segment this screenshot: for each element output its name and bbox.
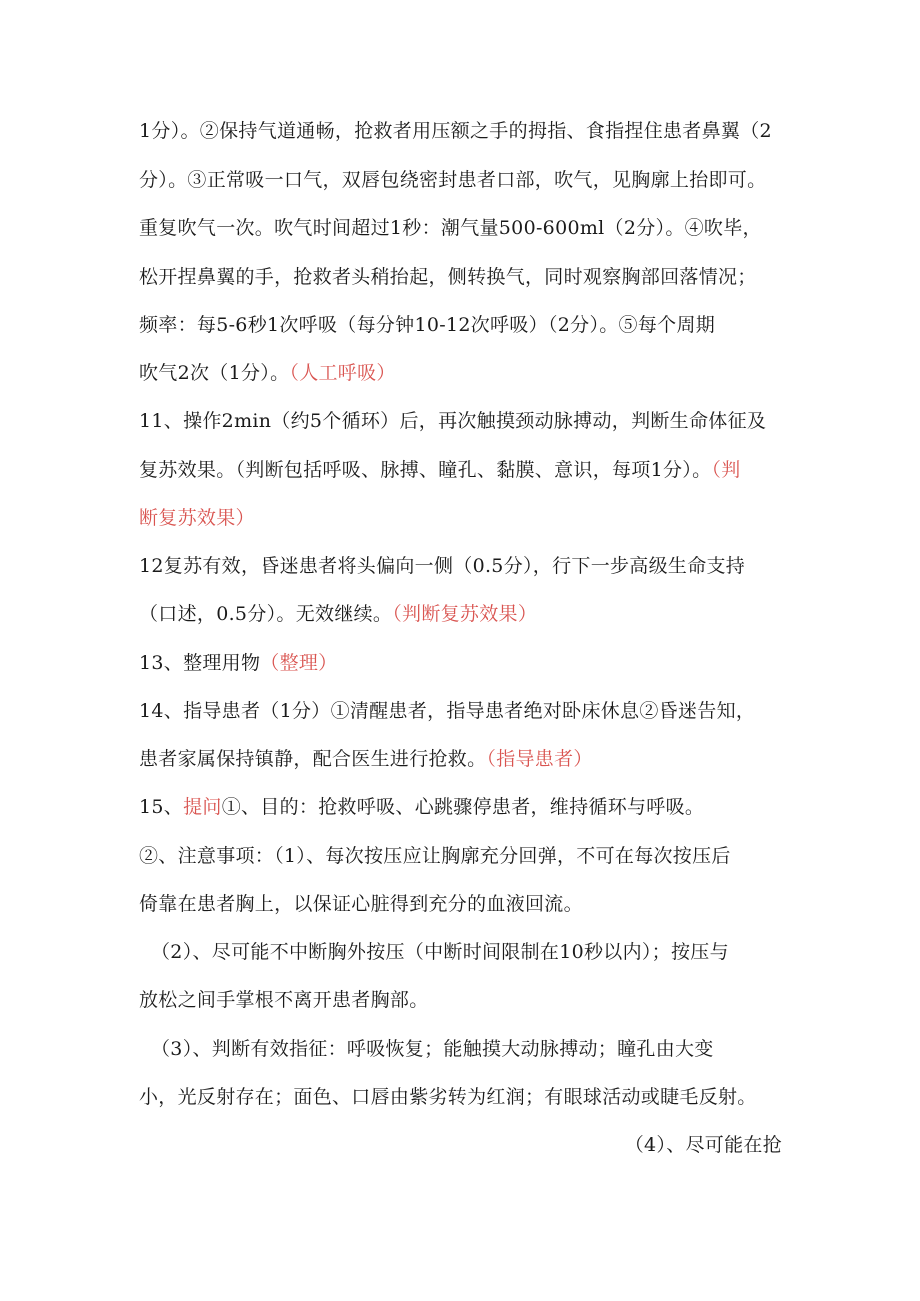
section-tag: （指导患者） — [486, 748, 593, 770]
text-line: 14、指导患者（1分）①清醒患者，指导患者绝对卧床休息②昏迷告知， — [139, 700, 756, 722]
notes-line: 小，光反射存在；面色、口唇由紫劣转为红润；有眼球活动或睫毛反射。 — [139, 1086, 757, 1108]
notes-line: （3）、判断有效指征：呼吸恢复；能触摸大动脉搏动；瞳孔由大变 — [151, 1038, 714, 1060]
section-tag: 断复苏效果） — [139, 507, 255, 529]
question-tag: 提问 — [183, 796, 222, 818]
text-line — [139, 505, 799, 531]
notes-line: ②、注意事项：（1）、每次按压应让胸廓充分回弹，不可在每次按压后 — [139, 845, 731, 867]
notes-line: 放松之间手掌根不离开患者胸部。 — [139, 989, 429, 1011]
text-line: 分）。③正常吸一口气，双唇包绕密封患者口部，吹气，见胸廓上抬即可。 — [139, 169, 767, 191]
text-line: 复苏效果。（判断包括呼吸、脉搏、瞳孔、黏膜、意识，每项1分）。（判 — [139, 459, 741, 481]
text-line: 频率：每5-6秒1次呼吸（每分钟10-12次呼吸）（2分）。⑤每个周期 — [139, 314, 716, 336]
text-line: 吹气2次（1分）。（人工呼吸） — [139, 362, 396, 384]
notes-line: （4）、尽可能在抢 — [624, 1134, 782, 1156]
notes-line: （2）、尽可能不中断胸外按压（中断时间限制在10秒以内）；按压与 — [151, 941, 729, 963]
section-tag: （人工呼吸） — [289, 362, 396, 384]
section-tag: （判断复苏效果） — [392, 603, 538, 625]
question-15-line: 15、提问①、目的：抢救呼吸、心跳骤停患者，维持循环与呼吸。 — [139, 796, 705, 818]
text-line: 11、操作2min（约5个循环）后，再次触摸颈动脉搏动，判断生命体征及 — [139, 410, 767, 432]
text-line: 12复苏有效，昏迷患者将头偏向一侧（0.5分），行下一步高级生命支持 — [139, 555, 746, 577]
text-line: （口述，0.5分）。无效继续。（判断复苏效果） — [139, 603, 538, 625]
section-tag: （判 — [711, 459, 741, 481]
notes-line: 倚靠在患者胸上，以保证心脏得到充分的血液回流。 — [139, 893, 583, 915]
text-line: 重复吹气一次。吹气时间超过1秒：潮气量500-600ml（2分）。④吹毕， — [139, 217, 762, 239]
text-line: 13、整理用物（整理） — [139, 652, 338, 674]
text-line: 松开捏鼻翼的手，抢救者头稍抬起，侧转换气，同时观察胸部回落情况； — [139, 266, 757, 288]
section-tag: （整理） — [260, 652, 338, 674]
text-line: 患者家属保持镇静，配合医生进行抢救。（指导患者） — [139, 748, 593, 770]
text-line: 1分）。②保持气道通畅，抢救者用压额之手的拇指、食指捏住患者鼻翼（2 — [139, 120, 772, 142]
